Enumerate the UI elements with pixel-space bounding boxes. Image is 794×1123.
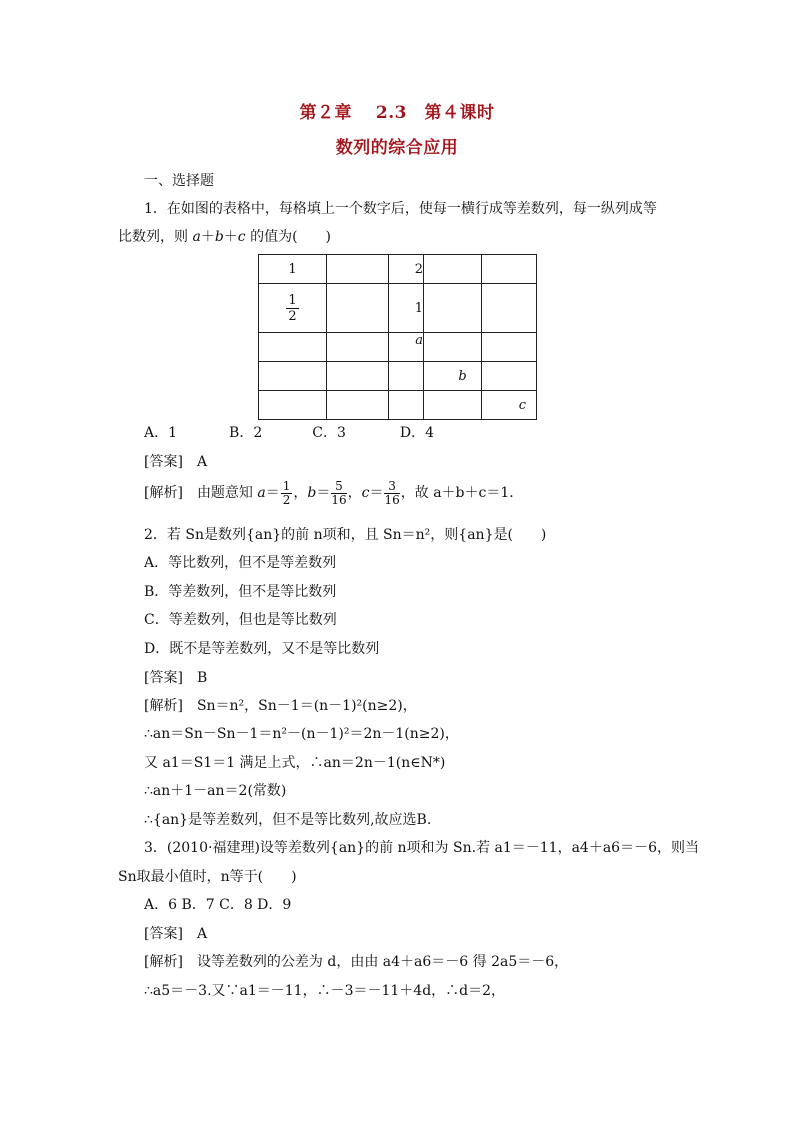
answer-value: A [196,454,208,470]
q2-analysis-line2: ∴an＝Sn－Sn－1＝n²－(n－1)²＝2n－1(n≥2)， [144,726,459,742]
analysis-tag: [解析] [144,954,183,970]
q1-number-grid [258,254,537,420]
grid-cell [389,391,424,420]
fraction-b: $\frac{5}{16}$ [331,478,347,507]
half-fraction: $\frac{1}{2}$ [288,292,297,324]
grid-cell: 2 [389,255,424,284]
answer-value: B [196,670,208,686]
grid-cell: c [482,391,537,420]
q2-stem: 2．若 Sn是数列{an}的前 n项和，且 Sn＝n²，则{an}是( ) [144,527,547,543]
grid-cell: 1 [389,284,424,333]
grid-cell [424,255,482,284]
grid-cell [424,391,482,420]
grid-cell [424,284,482,333]
grid-cell: a [389,333,424,362]
section-heading: 一、选择题 [144,173,214,189]
q2-analysis-line5: ∴{an}是等差数列，但不是等比数列,故应选B. [144,812,432,828]
answer-tag: [答案] [144,670,183,686]
grid-cell [327,362,389,391]
answer-value: A [196,926,208,942]
grid-cell [327,333,389,362]
grid-cell [389,362,424,391]
q2-analysis-line4: ∴an＋1－an＝2(常数) [144,783,287,799]
page-subtitle: 数列的综合应用 [335,138,459,158]
q1-option-c: C．3 [312,425,346,441]
answer-tag: [答案] [144,454,183,470]
q2-analysis-line1: [解析] Sn＝n²，Sn－1＝(n－1)²(n≥2)， [144,698,417,714]
q3-stem-line1: 3．(2010·福建理)设等差数列{an}的前 n项和为 Sn.若 a1＝－11，a4＋a6＝－6，则当 [144,840,699,856]
grid-cell [482,333,537,362]
q1-stem-line2: 比数列，则 a＋b＋c 的值为( ) [118,229,331,245]
grid-cell [482,362,537,391]
fraction-a: $\frac{1}{2}$ [282,478,291,507]
grid-cell [327,391,389,420]
q2-option-b: B．等差数列，但不是等比数列 [144,584,337,600]
answer-tag: [答案] [144,926,183,942]
q2-answer [144,669,207,687]
grid-cell [259,362,327,391]
q1-option-d: D．4 [399,425,434,441]
q3-analysis-line2: ∴a5＝－3.又∵a1＝－11，∴－3＝－11＋4d，∴d＝2， [144,983,506,999]
grid-cell [259,333,327,362]
q1-stem-line1: 1．在如图的表格中，每格填上一个数字后，使每一横行成等差数列，每一纵列成等 [144,201,657,217]
q1-answer [144,453,207,471]
analysis-tag: [解析] [144,698,183,714]
q2-analysis-line3: 又 a1＝S1＝1 满足上式，∴an＝2n－1(n∈N*) [144,755,446,771]
q1-option-b: B．2 [229,425,263,441]
q2-option-a: A．等比数列，但不是等差数列 [144,555,337,571]
grid-cell: b [424,362,482,391]
q3-answer [144,925,207,943]
grid-cell [259,391,327,420]
grid-cell [327,255,389,284]
q1-option-a: A．1 [144,425,178,441]
grid-cell [482,255,537,284]
grid-cell [259,284,327,333]
q3-analysis-line1: [解析] 设等差数列的公差为 d，由由 a4＋a6＝－6 得 2a5＝－6， [144,954,569,970]
q1-analysis: [解析] 由题意知 a＝ $\frac{1}{2}$ ，b＝ $\frac{5}{16}$ ，c＝ $\frac{3}{16}$ ，故 a＋b＋c＝1. [144,478,514,507]
page-title: 第２章 2.3 第４课时 [299,103,495,123]
grid-cell [482,284,537,333]
q2-option-c: C．等差数列，但也是等比数列 [144,612,337,628]
grid-cell: 1 [259,255,327,284]
q1-options [144,424,434,442]
q3-stem-line2: Sn取最小值时，n等于( ) [118,869,297,885]
q2-option-d: D．既不是等差数列，又不是等比数列 [144,641,380,657]
grid-cell [327,284,389,333]
q3-options: A．6 B．7 C．8 D．9 [144,897,292,913]
fraction-c: $\frac{3}{16}$ [384,478,400,507]
analysis-tag: [解析] [144,485,183,501]
grid-cell [424,333,482,362]
